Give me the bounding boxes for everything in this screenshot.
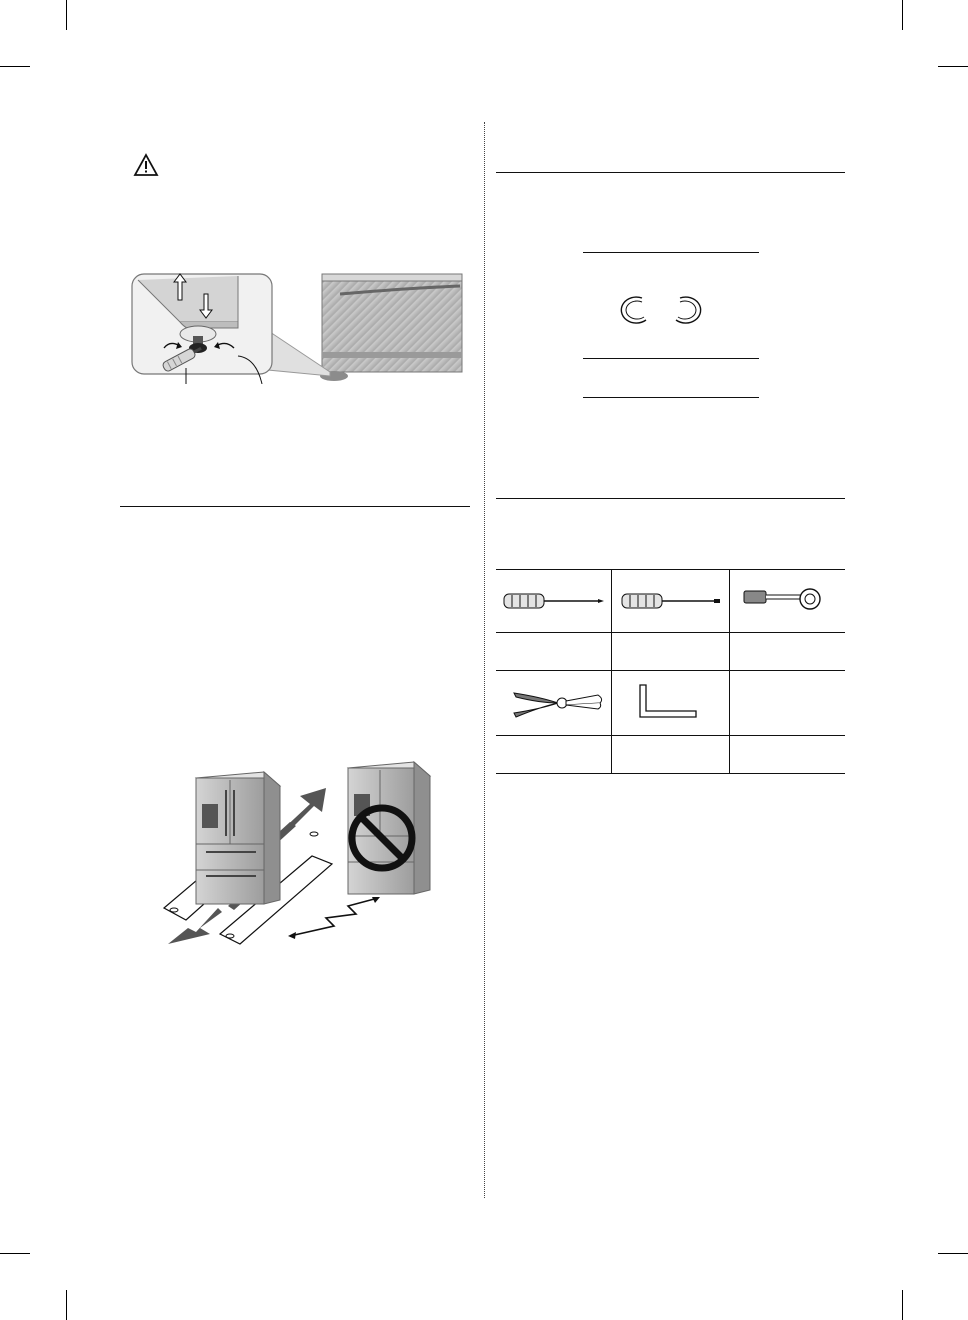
crop-mark <box>902 1290 903 1320</box>
crop-mark <box>66 1290 67 1320</box>
moving-refrigerator-illustration <box>160 760 438 952</box>
crop-mark <box>938 66 968 67</box>
parts-table-rule <box>583 252 759 253</box>
leveling-leg-illustration <box>130 272 464 384</box>
crop-mark <box>0 66 30 67</box>
socket-wrench-icon <box>740 585 840 615</box>
section-rule <box>120 506 470 507</box>
e-ring-clips-icon <box>612 290 728 330</box>
section-rule <box>496 172 845 173</box>
pliers-icon <box>510 683 606 723</box>
column-divider <box>484 122 485 1198</box>
allen-wrench-icon <box>636 683 700 723</box>
crop-mark <box>938 1253 968 1254</box>
section-rule <box>496 498 845 499</box>
empty-cell <box>736 679 836 729</box>
crop-mark <box>0 1253 30 1254</box>
crop-mark <box>66 0 67 30</box>
warning-triangle-icon <box>133 153 159 177</box>
parts-table-rule <box>583 397 759 398</box>
phillips-screwdriver-icon <box>502 589 606 613</box>
crop-mark <box>902 0 903 30</box>
parts-table-rule <box>583 358 759 359</box>
flat-blade-screwdriver-icon <box>620 589 724 613</box>
tools-table <box>496 569 845 774</box>
